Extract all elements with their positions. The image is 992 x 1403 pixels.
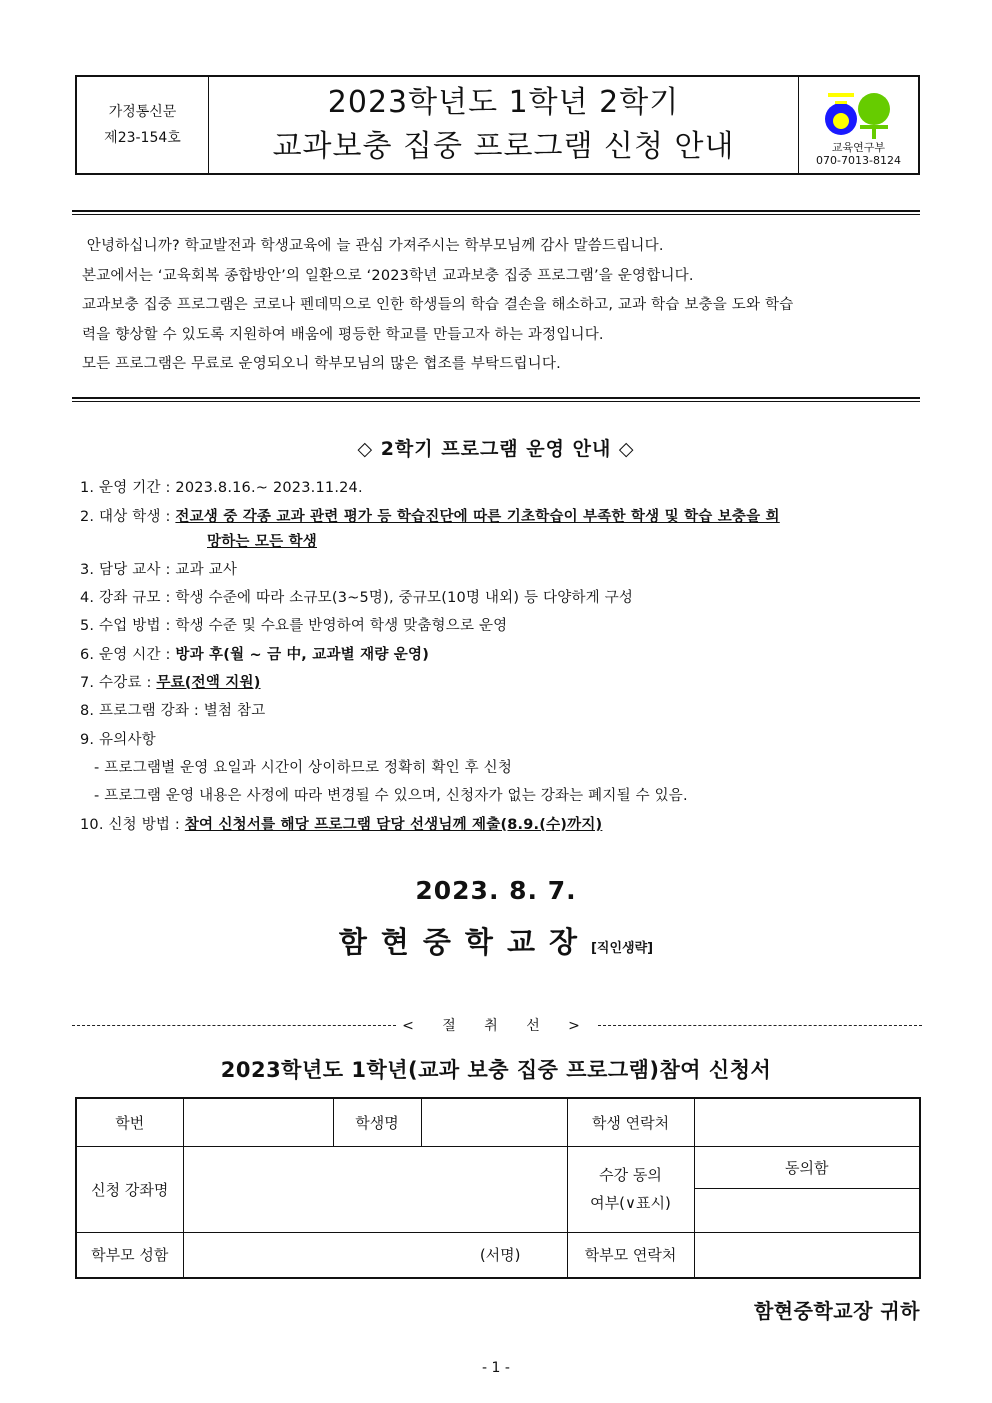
intro-line: 모든 프로그램은 무료로 운영되오니 학부모님의 많은 협조를 부탁드립니다. — [82, 356, 561, 372]
divider-bottom — [72, 397, 920, 402]
item-label: 2. 대상 학생 : — [80, 509, 176, 525]
dept-name: 교육연구부 — [831, 141, 886, 154]
doc-title — [209, 77, 798, 173]
signature-label: (서명) — [479, 1246, 521, 1265]
label-student-name: 학생명 — [333, 1098, 421, 1146]
course-name-field[interactable] — [183, 1146, 567, 1232]
cut-line-label: < 절 취 선 > — [402, 1018, 592, 1034]
student-id-field[interactable] — [183, 1098, 333, 1146]
seal-note: [직인생략] — [590, 941, 654, 956]
doc-type: 가정통신문 — [108, 104, 177, 120]
item-value: 참여 신청서를 해당 프로그램 담당 선생님께 제출(8.9.(수)까지) — [184, 817, 603, 833]
consent-label-line: 여부(∨표시) — [590, 1194, 671, 1212]
label-consent — [567, 1146, 694, 1232]
consent-label-line: 수강 동의 — [599, 1166, 662, 1184]
item-method: 5. 수업 방법 : 학생 수준 및 수요를 반영하여 학생 맞춤형으로 운영 — [80, 618, 508, 634]
consent-option: 동의함 — [694, 1146, 920, 1188]
divider-top — [72, 210, 920, 215]
item-target-cont — [207, 532, 317, 552]
parent-name-field[interactable] — [183, 1232, 567, 1278]
item-value: 무료(전액 지원) — [156, 675, 261, 691]
item-courses: 8. 프로그램 강좌 : 별첨 참고 — [80, 703, 266, 719]
intro-line: 력을 향상할 수 있도록 지원하여 배움에 평등한 학교를 만들고자 하는 과정입니다. — [82, 326, 604, 343]
section-title: ◇ 2학기 프로그램 운영 안내 ◇ — [357, 438, 635, 460]
item-value: 전교생 중 각종 교과 관련 평가 등 학습진단에 따른 기초학습이 부족한 학생 및 학습 보충을 희 — [175, 509, 780, 525]
item-notes: 9. 유의사항 — [80, 732, 156, 748]
item-time — [80, 645, 429, 665]
intro-line: 안녕하십니까? 학교발전과 학생교육에 늘 관심 가져주시는 학부모님께 감사 말씀드립니다. — [82, 238, 664, 254]
title-line2: 교과보충 집중 프로그램 신청 안내 — [272, 129, 735, 164]
cut-line — [72, 1015, 922, 1035]
intro-text — [82, 232, 927, 380]
item-fee — [80, 673, 261, 693]
addressee: 함현중학교장 귀하 — [753, 1299, 920, 1323]
consent-checkbox-field[interactable] — [694, 1188, 920, 1232]
school-logo-icon — [824, 87, 894, 141]
item-teacher: 3. 담당 교사 : 교과 교사 — [80, 562, 238, 578]
item-label: 6. 운영 시간 : — [80, 647, 176, 663]
label-course-name: 신청 강좌명 — [76, 1146, 183, 1232]
application-form — [75, 1097, 921, 1279]
page-number: - 1 - — [482, 1360, 510, 1376]
parent-contact-field[interactable] — [694, 1232, 920, 1278]
item-value: 2023.8.16.~ 2023.11.24. — [175, 480, 363, 496]
student-contact-field[interactable] — [694, 1098, 920, 1146]
item-apply — [80, 815, 602, 835]
title-line1: 2023학년도 1학년 2학기 — [327, 85, 680, 120]
label-parent-name: 학부모 성함 — [76, 1232, 183, 1278]
doc-number: 제23-154호 — [104, 130, 181, 146]
item-period — [80, 478, 363, 498]
note-line: - 프로그램별 운영 요일과 시간이 상이하므로 정확히 확인 후 신청 — [94, 760, 513, 776]
label-student-contact: 학생 연락처 — [567, 1098, 694, 1146]
item-target — [80, 507, 780, 527]
dept-phone: 070-7013-8124 — [816, 154, 901, 167]
item-value: 망하는 모든 학생 — [207, 534, 317, 550]
label-parent-contact: 학부모 연락처 — [567, 1232, 694, 1278]
note-line: - 프로그램 운영 내용은 사정에 따라 변경될 수 있으며, 신청자가 없는 강좌는 폐지될 수 있음. — [94, 788, 688, 804]
item-label: 7. 수강료 : — [80, 675, 157, 691]
issue-date: 2023. 8. 7. — [415, 876, 577, 905]
form-title: 2023학년도 1학년(교과 보충 집중 프로그램)참여 신청서 — [220, 1058, 772, 1082]
item-value: 방과 후(월 ~ 금 中, 교과별 재량 운영) — [175, 647, 430, 663]
doc-info — [77, 77, 209, 173]
item-label: 10. 신청 방법 : — [80, 817, 185, 833]
header-box — [75, 75, 920, 175]
intro-line: 본교에서는 ‘교육회복 종합방안’의 일환으로 ‘2023학년 교과보충 집중 프로그램’을 운영합니다. — [82, 267, 694, 284]
intro-line: 교과보충 집중 프로그램은 코로나 펜데믹으로 인한 학생들의 학습 결손을 해소하고, 교과 학습 보충을 도와 학습 — [82, 297, 794, 313]
student-name-field[interactable] — [421, 1098, 567, 1146]
dept-info — [798, 77, 918, 173]
principal-name: 함현중학교장 — [338, 925, 591, 959]
item-label: 1. 운영 기간 : — [80, 480, 176, 496]
item-size: 4. 강좌 규모 : 학생 수준에 따라 소규모(3~5명), 중규모(10명 내외) 등 다양하게 구성 — [80, 590, 634, 606]
label-student-id: 학번 — [76, 1098, 183, 1146]
principal-signature — [0, 920, 992, 961]
